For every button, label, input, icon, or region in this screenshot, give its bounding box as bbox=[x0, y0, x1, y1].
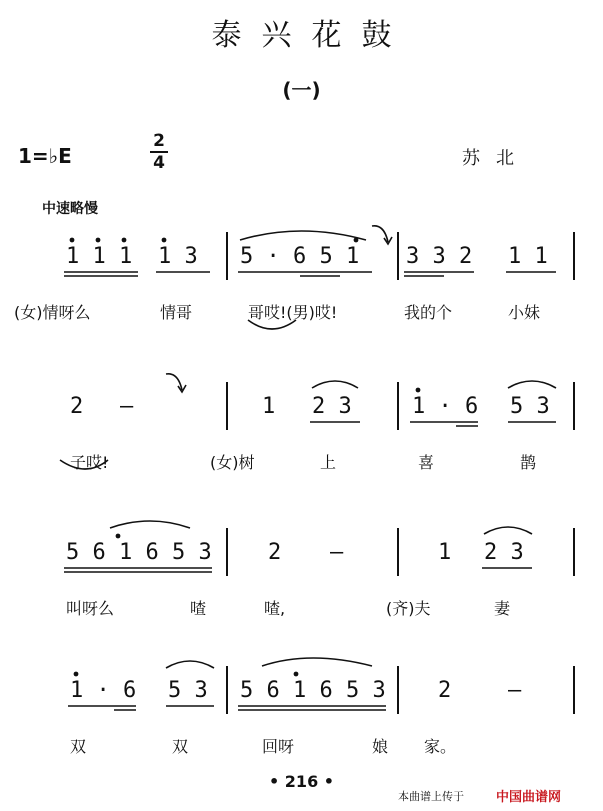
note-group: — bbox=[508, 678, 522, 703]
note-group: 5 6 1 6 5 3 bbox=[66, 540, 212, 565]
note-group: 1 bbox=[438, 540, 452, 565]
site-watermark: 中国曲谱网 bbox=[496, 790, 562, 805]
lyric: 哥哎!(男)哎! bbox=[248, 303, 338, 322]
note-group: 1 1 bbox=[508, 244, 548, 269]
lyric: 子哎! bbox=[70, 453, 109, 472]
note-group: — bbox=[120, 394, 134, 419]
note-group: 2 bbox=[268, 540, 282, 565]
lyric: 情哥 bbox=[160, 303, 193, 322]
note-group: 5 6 1 6 5 3 bbox=[240, 678, 386, 703]
beam-underlines bbox=[64, 272, 556, 710]
lyric: (女)树 bbox=[210, 453, 255, 472]
key-signature: 1=♭E bbox=[18, 144, 72, 168]
lyric: 喳 bbox=[190, 599, 207, 618]
note-group: 1 1 1 bbox=[66, 244, 133, 269]
lyric: 妻 bbox=[494, 599, 511, 618]
song-title: 泰兴花鼓 bbox=[211, 18, 412, 53]
lyric: 喜 bbox=[418, 453, 435, 472]
lyric: 家。 bbox=[424, 737, 457, 756]
note-group: 1 3 bbox=[158, 244, 198, 269]
note-group: 3 3 2 bbox=[406, 244, 473, 269]
note-group: 1 bbox=[262, 394, 276, 419]
lyric: 回呀 bbox=[262, 737, 295, 756]
note-group: 2 3 bbox=[312, 394, 352, 419]
note-group: 5 3 bbox=[510, 394, 550, 419]
lyric: (女)情呀么 bbox=[14, 303, 91, 322]
lyric: 小妹 bbox=[508, 303, 541, 322]
upload-notice: 本曲谱上传于 bbox=[398, 790, 464, 803]
section-number: (一) bbox=[282, 78, 321, 102]
region-label: 苏北 bbox=[462, 148, 530, 169]
time-signature-bottom: 4 bbox=[153, 153, 165, 173]
lyric: 双 bbox=[70, 737, 87, 756]
note-group: 5 · 6 5 1 bbox=[240, 244, 360, 269]
lyric: 双 bbox=[172, 737, 189, 756]
note-group: 2 bbox=[70, 394, 84, 419]
tempo-marking: 中速略慢 bbox=[42, 201, 98, 217]
lyric: (齐)夫 bbox=[386, 599, 431, 618]
note-group: 2 3 bbox=[484, 540, 524, 565]
lyric: 上 bbox=[320, 453, 337, 472]
time-signature-top: 2 bbox=[153, 131, 165, 151]
time-signature bbox=[150, 132, 168, 172]
note-group: 1 · 6 bbox=[70, 678, 137, 703]
slurs bbox=[60, 231, 556, 668]
lyric: 喳, bbox=[264, 599, 286, 618]
lyric: 鹊 bbox=[520, 453, 537, 472]
lyric: 叫呀么 bbox=[66, 599, 115, 618]
note-group: 1 · 6 bbox=[412, 394, 479, 419]
lyric: 娘 bbox=[372, 737, 389, 756]
note-group: 5 3 bbox=[168, 678, 208, 703]
note-group: 2 bbox=[438, 678, 452, 703]
note-group: — bbox=[330, 540, 344, 565]
page-number: • 216 • bbox=[269, 772, 334, 791]
lyric: 我的个 bbox=[404, 303, 453, 322]
